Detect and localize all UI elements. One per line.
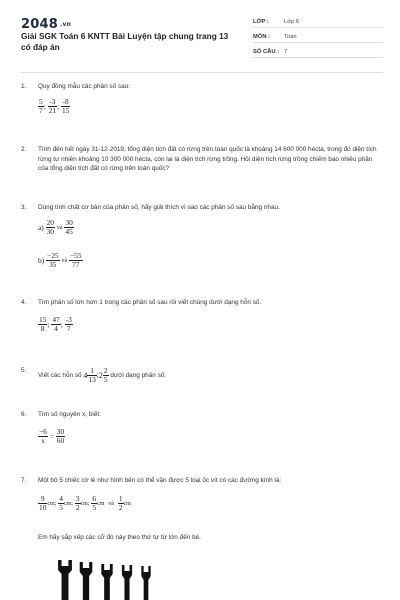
wrench-icon	[58, 560, 72, 600]
question-6: 6. Tìm số nguyên x, biết:	[21, 411, 101, 418]
site-logo[interactable]: 2048 .vn	[21, 17, 72, 32]
meta-question-count: SỐ CÂU : 7	[253, 46, 383, 58]
q7-sizes: $\frac{9}{10}$ cm; $\frac{4}{5}$ cm; $\frac{3}{2}$ cm; $\frac{6}{5}$ cm và $\frac{1}{2}$ cm	[39, 494, 131, 512]
wrench-set-image	[55, 556, 165, 600]
q3-part-b: b) $\frac{-25}{35}$ và $\frac{-55}{77}$	[38, 251, 82, 269]
q4-fractions: $\frac{15}{8}$ ; $\frac{47}{4}$ ; $\frac{-3}{7}$	[39, 315, 72, 333]
wrench-icon	[122, 565, 132, 600]
q1-fractions: $\frac{5}{7}$ ; $\frac{-3}{21}$ ; $\frac{-8}{15}$	[39, 97, 70, 115]
question-1: 1. Quy đồng mẫu các phân số sau:	[21, 83, 131, 90]
wrench-icon	[141, 566, 150, 600]
document-page: 2048 .vn Giải SGK Toán 6 KNTT Bài Luyện tập chung trang 13 có đáp án LỚP : Lớp 6 MÔN : Toán SỐ CÂU : 7 1. Quy đồng mẫu các phân số sau: $\frac{5}{7}$ ; $\frac{-3}{21}$ ; $\frac{-8}{15}$ 2. Tính đến hết ngày 31-12-2019, tổng diện tích đất có rừng trên toàn quốc là khoảng 14 600 000 hécta, trong đó diện tích rừng tự nhiên khoảng 10 300 000 hécta, còn lại là diện tích rừng trồng. Hỏi diện tích rừng trồng chiếm bao nhiêu phần của tổng diện tích đất có rừng trên toàn quốc? 3. Dùng tính chất cơ bản của phân số, hãy giải thích vì sao các phân số sau bằng nhau. a) $\frac{20}{30}$ và $\frac{30}{45}$ b) $\frac{-25}{35}$ và $\frac{-55}{77}$ 4. Tìm phân số lớn hơn 1 trong các phân số sau rồi viết chúng dưới dạng hỗn số. $\frac{15}{8}$ ; $\frac{47}{4}$ ; $\frac{-3}{7}$ 5. Viết các hỗn số 4 $\frac{1}{13}$ ;2 $\frac{2}{5}$ dưới dạng phân số. 6. Tìm số nguyên x, biết: $\frac{-6}{x}$ = $\frac{30}{60}$ 7. Một bộ 5 chiếc cờ lê như hình bên có thể vặn được 5 loại ốc vít có các đường kính là: $\frac{9}{10}$ cm; $\frac{4}{5}$ cm; $\frac{3}{2}$ cm; $\frac{6}{5}$ cm và $\frac{1}{2}$ cm Em hãy sắp xếp các cỡ đó này theo thứ tự từ lớn đến bé.	[0, 0, 400, 600]
q6-equation: $\frac{-6}{x}$ = $\frac{30}{60}$	[39, 427, 65, 445]
question-5: Viết các hỗn số 4 $\frac{1}{13}$ ;2 $\frac{2}{5}$ dưới dạng phân số.	[38, 366, 167, 384]
question-7-instruction: Em hãy sắp xếp các cỡ đó này theo thứ tự từ lớn đến bé.	[38, 534, 201, 541]
question-2: 2. Tính đến hết ngày 31-12-2019, tổng diện tích đất có rừng trên toàn quốc là khoảng 14 600 000 hécta, trong đó diện tích rừng tự nhiên khoảng 10 300 000 hécta, còn lại là diện tích rừng trồng. Hỏi diện tích rừng trồng chiếm bao nhiêu phần của tổng diện tích đất có rừng trên toàn quốc?	[21, 146, 377, 172]
question-7: 7. Một bộ 5 chiếc cờ lê như hình bên có thể vặn được 5 loại ốc vít có các đường kính là:	[21, 477, 282, 484]
wrench-icon	[80, 562, 93, 600]
question-3: 3. Dùng tính chất cơ bản của phân số, hãy giải thích vì sao các phân số sau bằng nhau.	[21, 204, 280, 211]
meta-subject: MÔN : Toán	[253, 31, 383, 43]
wrench-icon	[101, 564, 112, 600]
question-4: 4. Tìm phân số lớn hơn 1 trong các phân số sau rồi viết chúng dưới dạng hỗn số.	[21, 299, 262, 306]
q5-mixed-1: 4 $\frac{1}{13}$ ;2 $\frac{2}{5}$	[83, 366, 108, 384]
q3-part-a: a) $\frac{20}{30}$ và $\frac{30}{45}$	[38, 218, 73, 236]
header-divider	[21, 72, 383, 73]
document-title: Giải SGK Toán 6 KNTT Bài Luyện tập chung trang 13 có đáp án	[21, 31, 229, 52]
meta-grade: LỚP : Lớp 6	[253, 16, 383, 28]
